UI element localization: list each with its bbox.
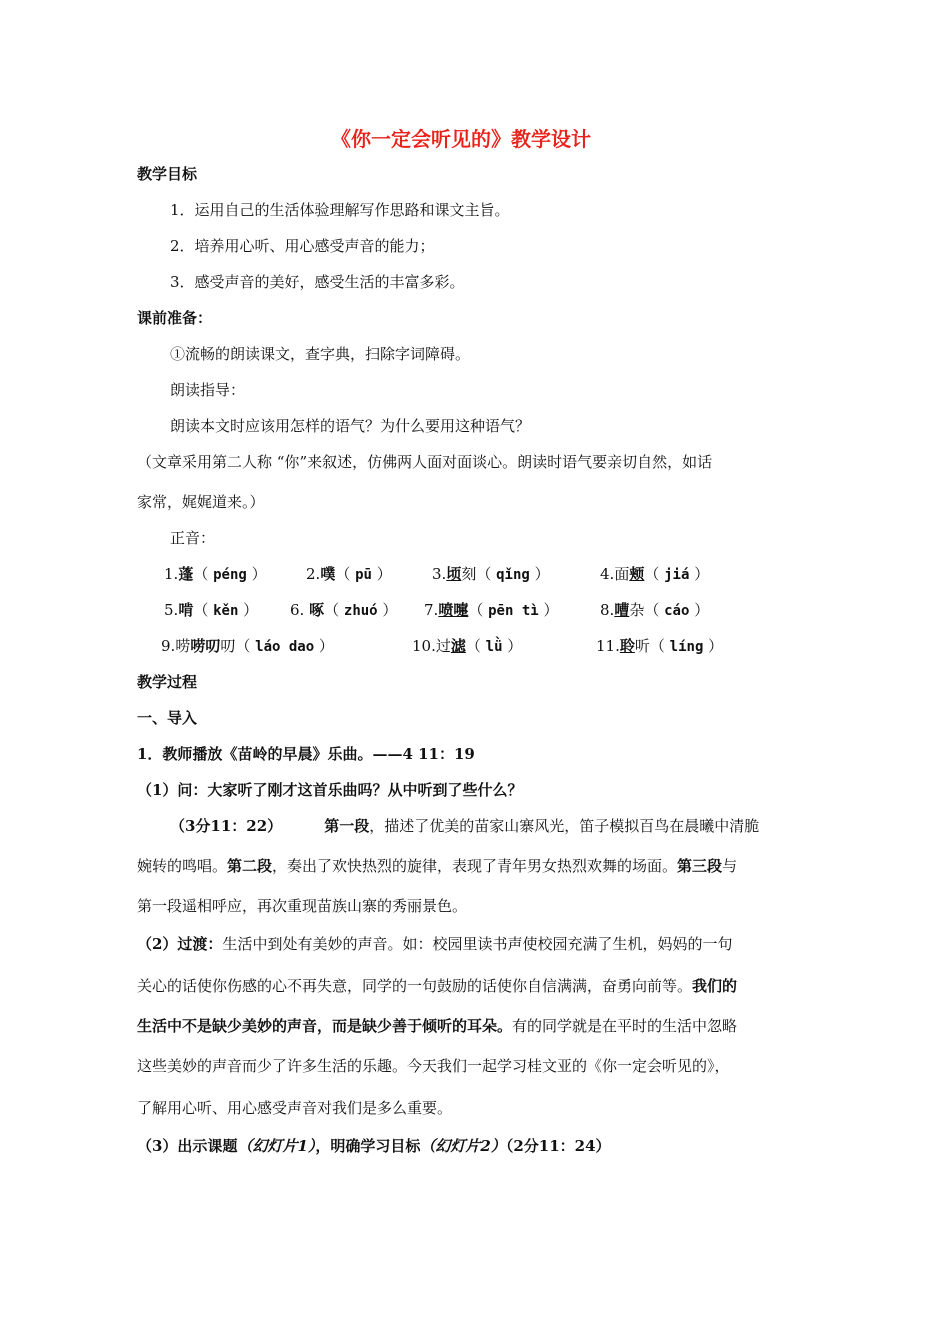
item-word: 蓬 xyxy=(178,565,194,583)
transition-paragraph xyxy=(137,1016,737,1036)
item-pinyin: kěn xyxy=(213,603,239,619)
step-text: ，明确学习目标 xyxy=(315,1137,421,1155)
transition-paragraph xyxy=(137,976,737,996)
time-note: （2分11：24） xyxy=(505,1137,611,1155)
item-prefix: 面 xyxy=(614,565,630,583)
item-number: 4. xyxy=(600,565,615,583)
reading-question: 朗读本文时应该用怎样的语气？为什么要用这种语气？ xyxy=(170,417,531,435)
item-number: 3. xyxy=(432,565,447,583)
item-pinyin: láo dao xyxy=(255,639,315,655)
pronunciation-item: 5.啃（ kěn ） xyxy=(164,601,259,619)
answer-paragraph xyxy=(137,856,737,876)
pronunciation-item: 6. 啄（ zhuó ） xyxy=(290,601,398,619)
item-word: 聆 xyxy=(619,637,635,655)
item-pinyin: pēn tì xyxy=(488,603,539,619)
prep-heading: 课前准备： xyxy=(137,309,213,327)
pronunciation-item: 7.喷嚏（ pēn tì ） xyxy=(424,601,559,619)
item-pinyin: qǐng xyxy=(496,567,530,583)
item-prefix: 唠 xyxy=(175,637,191,655)
step-text: （3）出示课题 xyxy=(137,1137,238,1155)
step-line xyxy=(137,1136,611,1156)
pronunciation-item: 11.聆听（ líng ） xyxy=(596,637,724,655)
emphasis: 第三段 xyxy=(677,857,723,875)
pronunciation-item: 1.蓬（ péng ） xyxy=(164,565,267,583)
emphasis: 第一段 xyxy=(324,817,370,835)
answer-text: 与 xyxy=(722,857,738,875)
prep-line: ①流畅的朗读课文，查字典，扫除字词障碍。 xyxy=(170,345,471,363)
reading-guide-label: 朗读指导： xyxy=(170,381,246,399)
emphasis: 第二段 xyxy=(227,857,273,875)
section-heading: 一、导入 xyxy=(137,709,198,727)
goal-item: 1．运用自己的生活体验理解写作思路和课文主旨。 xyxy=(170,201,510,219)
item-word: 唠叨 xyxy=(190,637,221,655)
goals-heading: 教学目标 xyxy=(137,165,198,183)
item-pinyin: péng xyxy=(213,567,247,583)
goal-item: 2．培养用心听、用心感受声音的能力； xyxy=(170,237,435,255)
item-pinyin: cáo xyxy=(664,603,690,619)
item-word: 啄 xyxy=(309,601,325,619)
answer-text: ，描述了优美的苗家山寨风光，笛子模拟百鸟在晨曦中清脆 xyxy=(369,817,760,835)
emphasis: 我们的 xyxy=(692,977,738,995)
item-suffix: 听 xyxy=(634,637,650,655)
item-pinyin: zhuó xyxy=(343,603,378,619)
item-word: 颊 xyxy=(629,565,645,583)
slide-ref: （幻灯片1） xyxy=(237,1137,316,1155)
item-pinyin: lǜ xyxy=(485,639,503,655)
answer-paragraph xyxy=(170,816,759,836)
goal-item: 3．感受声音的美好，感受生活的丰富多彩。 xyxy=(170,273,465,291)
pronunciation-item: 10.过滤（ lǜ ） xyxy=(412,637,523,655)
transition-text: 有的同学就是在平时的生活中忽略 xyxy=(512,1017,738,1035)
item-number: 1. xyxy=(164,565,179,583)
emphasis: 生活中不是缺少美妙的声音，而是缺少善于倾听的耳朵。 xyxy=(137,1017,513,1035)
item-word: 嘈 xyxy=(614,601,630,619)
reading-answer: （文章采用第二人称 “你”来叙述，仿佛两人面对面谈心。朗读时语气要亲切自然，如话 xyxy=(137,453,713,471)
item-prefix: 过 xyxy=(435,637,451,655)
item-word: 啃 xyxy=(178,601,194,619)
item-word: 喷嚏 xyxy=(438,601,469,619)
item-number: 10. xyxy=(412,637,436,655)
item-word: 顷 xyxy=(446,565,462,583)
item-pinyin: líng xyxy=(669,639,704,655)
item-number: 5. xyxy=(164,601,179,619)
transition-paragraph: 了解用心听、用心感受声音对我们是多么重要。 xyxy=(137,1099,453,1117)
answer-text: 婉转的鸣唱。 xyxy=(137,857,228,875)
transition-paragraph xyxy=(137,934,732,954)
item-word: 滤 xyxy=(450,637,466,655)
pronunciation-label: 正音： xyxy=(170,529,216,547)
transition-text: 关心的话使你伤感的心不再失意，同学的一句鼓励的话使你自信满满，奋勇向前等。 xyxy=(137,977,693,995)
answer-paragraph: 第一段遥相呼应，再次重现苗族山寨的秀丽景色。 xyxy=(137,897,468,915)
pronunciation-item: 8.嘈杂（ cáo ） xyxy=(600,601,710,619)
process-heading: 教学过程 xyxy=(137,673,198,691)
pronunciation-item: 3.顷刻（ qǐng ） xyxy=(432,565,550,583)
item-number: 7. xyxy=(424,601,439,619)
time-note: （3分11：22） xyxy=(170,817,283,835)
item-number: 6. xyxy=(290,601,305,619)
transition-text: 生活中到处有美妙的声音。如：校园里读书声使校园充满了生机，妈妈的一句 xyxy=(222,935,733,953)
question-line: （1）问：大家听了刚才这首乐曲吗？从中听到了些什么？ xyxy=(137,781,523,799)
step-line: 1．教师播放《苗岭的早晨》乐曲。——4 11：19 xyxy=(137,745,475,763)
pronunciation-item: 9.唠唠叨叨（ láo dao ） xyxy=(161,637,334,655)
transition-label: （2）过渡： xyxy=(137,935,223,953)
answer-text: ，奏出了欢快热烈的旋律，表现了青年男女热烈欢舞的场面。 xyxy=(272,857,678,875)
item-number: 11. xyxy=(596,637,620,655)
reading-answer: 家常，娓娓道来。） xyxy=(137,493,265,511)
transition-paragraph: 这些美妙的声音而少了许多生活的乐趣。今天我们一起学习桂文亚的《你一定会听见的》， xyxy=(137,1057,730,1075)
item-word: 噗 xyxy=(320,565,336,583)
item-number: 9. xyxy=(161,637,176,655)
slide-ref: （幻灯片2） xyxy=(420,1137,506,1155)
item-number: 2. xyxy=(306,565,321,583)
item-number: 8. xyxy=(600,601,615,619)
page-title: 《你一定会听见的》教学设计 xyxy=(331,127,591,151)
item-suffix: 刻 xyxy=(461,565,477,583)
item-pinyin: jiá xyxy=(664,567,690,583)
item-suffix: 叨 xyxy=(220,637,236,655)
item-suffix: 杂 xyxy=(629,601,645,619)
item-pinyin: pū xyxy=(355,567,372,583)
pronunciation-item: 2.噗（ pū ） xyxy=(306,565,392,583)
pronunciation-item: 4.面颊（ jiá ） xyxy=(600,565,710,583)
